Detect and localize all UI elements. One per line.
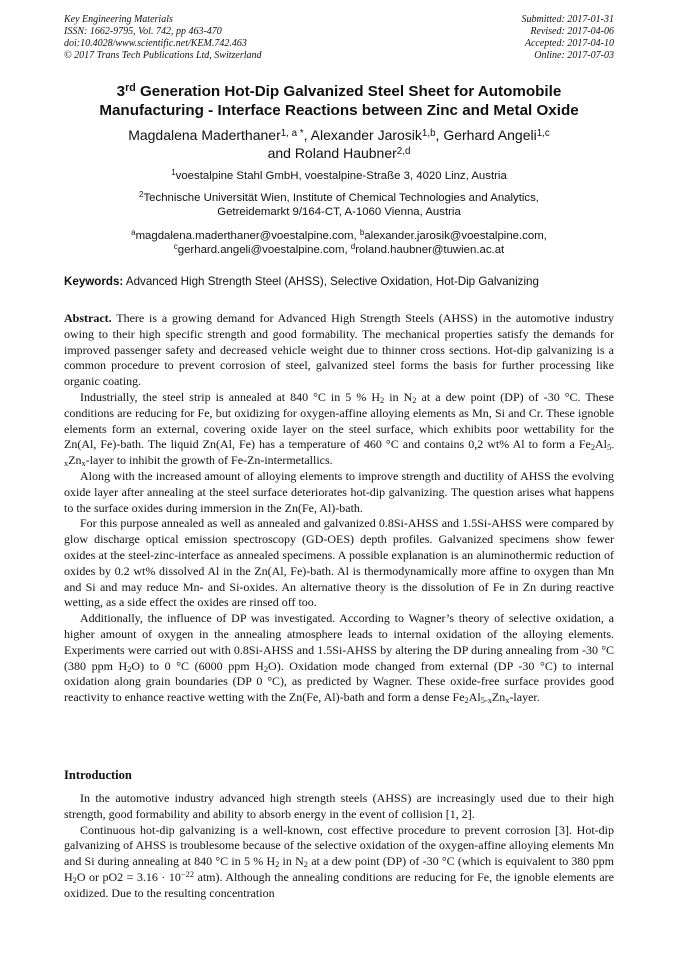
keywords-label: Keywords: [64, 275, 124, 288]
email-link[interactable]: alexander.jarosik@voestalpine.com, [364, 230, 547, 242]
journal-header [64, 14, 262, 62]
author-name: Gerhard Angeli [443, 127, 537, 143]
journal-doi[interactable]: doi:10.4028/www.scientific.net/KEM.742.463 [64, 38, 247, 49]
author-affil-sup: 1,b [421, 127, 436, 139]
affiliation-1: $^1$voestalpine Stahl GmbH, voestalpine-Straße 3, 4020 Linz, Austria [171, 168, 507, 182]
author-name: Alexander Jarosik [310, 127, 422, 143]
title-ordinal-sup: rd [125, 82, 136, 95]
author-affil-sup: 1, a * [280, 127, 304, 139]
email-link[interactable]: roland.haubner@tuwien.ac.at [355, 244, 505, 256]
title-line2: Manufacturing - Interface Reactions between Zinc and Metal Oxide [99, 102, 579, 119]
email-link[interactable]: gerhard.angeli@voestalpine.com, [177, 244, 351, 256]
date-online: Online: 2017-07-03 [534, 50, 614, 61]
section-heading-introduction: Introduction [64, 768, 132, 782]
abstract-paragraph: Additionally, the influence of DP was investigated. According to Wagner’s theory of selective oxidation, a higher amount of oxygen in the annealing atmosphere leads to internal oxidation of the alloying elements. Experiments were carried out with 0.8Si-AHSS and 1.5Si-AHSS by altering the DP during annealing from -30 °C (380 ppm $H_2O$) to 0 °C (6000 ppm $H_2O$). Oxidation mode changed from external (DP -30 °C) to internal oxidation along grain boundaries (DP 0 °C), as predicted by Wagner. These oxide-free surface provides good reactivity to enhance reactive wetting with the Zn(Fe, Al)-bath and form a dense $Fe_2Al_{5-x}Zn_x$-layer. [64, 611, 615, 706]
date-submitted: Submitted: 2017-01-31 [521, 14, 614, 25]
author-list: Magdalena Maderthaner$^{1, a *}$, Alexander Jarosik$^{1,b}$, Gerhard Angeli$^{1,c}$ and Roland Haubner$^{2,d}$ [128, 127, 550, 161]
date-accepted: Accepted: 2017-04-10 [524, 38, 614, 49]
title-line1: Generation Hot-Dip Galvanized Steel Sheet for Automobile [135, 83, 562, 100]
author-name: and Roland Haubner [267, 145, 397, 161]
abstract-paragraph: Along with the increased amount of alloying elements to improve strength and ductility of AHSS the evolving oxide layer after annealing at the steel surface deteriorates hot-dip galvanizing. The question arises what happens to the surface oxides during immersion in the Zn(Fe, Al)-bath. [64, 468, 614, 515]
intro-paragraph: Continuous hot-dip galvanizing is a well-known, cost effective procedure to prevent corrosion [3]. Hot-dip galvanizing of AHSS is troublesome because of the selective oxidation of the oxygen-affine alloying elements Mn and Si during annealing at 840 °C in 5 % $H_2$ in $N_2$ at a dew point (DP) of -30 °C (which is equivalent to 380 ppm $H_2O$ or $pO2 = 3.16 \cdot 10^{-22}$ atm). Although the annealing conditions are reducing for Fe, the ignoble elements are oxidized. Due to the resulting concentration [64, 822, 614, 900]
paper-title [50, 82, 628, 120]
author-affil-sup: 2,d [396, 145, 411, 157]
abstract-paragraph: For this purpose annealed as well as annealed and galvanized 0.8Si-AHSS and 1.5Si-AHSS were compared by glow discharge optical emission spectroscopy (GD-OES) depth profiles. Galvanized specimens show fewer oxides at the steel-zinc-interface as annealed specimens. A possible explanation is an aluminothermic reduction of oxides by 0.2 wt% dissolved Al in the Zn(Al, Fe)-bath. Al is thermodynamically more affine to oxygen than Mn and Si and may reduce Mn- and Si-oxides. An alternative theory is the dissolution of Fe in Zn during reactive wetting, as a side effect the oxides are rinsed off too. [64, 516, 614, 610]
keywords-text: Advanced High Strength Steel (AHSS), Selective Oxidation, Hot-Dip Galvanizing [123, 275, 539, 288]
title-ordinal: 3 [116, 83, 126, 100]
journal-issn: ISSN: 1662-9795, Vol. 742, pp 463-470 [64, 26, 222, 37]
introduction [64, 791, 614, 902]
abstract-paragraph: Industrially, the steel strip is annealed at 840 °C in 5 % $H_2$ in $N_2$ at a dew point (DP) of -30 °C. These conditions are reducing for Fe, but oxidizing for oxygen-affine alloying elements as Mn, Si and Cr. These ignoble elements form an external, covering oxide layer on the steel surface, which exhibits poor wettability for the Zn(Al, Fe)-bath. The liquid Zn(Al, Fe) has a temperature of 460 °C and contains 0,2 wt% Al to form a $Fe_2Al_{5-x}Zn_x$-layer to inhibit the growth of Fe-Zn-intermetallics. [64, 389, 614, 469]
date-revised: Revised: 2017-04-06 [530, 26, 614, 37]
author-name: Magdalena Maderthaner [128, 127, 281, 143]
journal-name: Key Engineering Materials [64, 14, 173, 25]
author-emails: $^a$magdalena.maderthaner@voestalpine.com, $^b$alexander.jarosik@voestalpine.com, $^c$gerhard.angeli@voestalpine.com, $^d$roland.haubner@tuwien.ac.at [131, 228, 547, 256]
keywords [64, 275, 624, 289]
affiliation-2: $^2$Technische Universität Wien, Institute of Chemical Technologies and Analytics, Getreidemarkt 9/164-CT, A-1060 Vienna, Austria [139, 190, 539, 218]
journal-copyright: © 2017 Trans Tech Publications Ltd, Switzerland [64, 50, 262, 61]
dates-header [522, 14, 615, 62]
abstract-label: Abstract. [64, 311, 112, 325]
abstract [64, 311, 614, 706]
intro-paragraph: In the automotive industry advanced high strength steels (AHSS) are increasingly used due to their high strength, good formability and ability to absorb energy in the event of collision [1, 2]. [64, 791, 614, 821]
abstract-paragraph: Abstract. There is a growing demand for Advanced High Strength Steels (AHSS) in the automotive industry owing to their high specific strength and good formability. The mechanical properties satisfy the demands for improved passenger safety and decreased vehicle weight due to thinner cross sections. Hot-dip galvanizing is a common procedure to prevent corrosion of steel, galvanized steel forms the basis for further processing like organic coating. [64, 311, 614, 389]
author-affil-sup: 1,c [536, 127, 550, 139]
email-link[interactable]: magdalena.maderthaner@voestalpine.com, [135, 230, 360, 242]
